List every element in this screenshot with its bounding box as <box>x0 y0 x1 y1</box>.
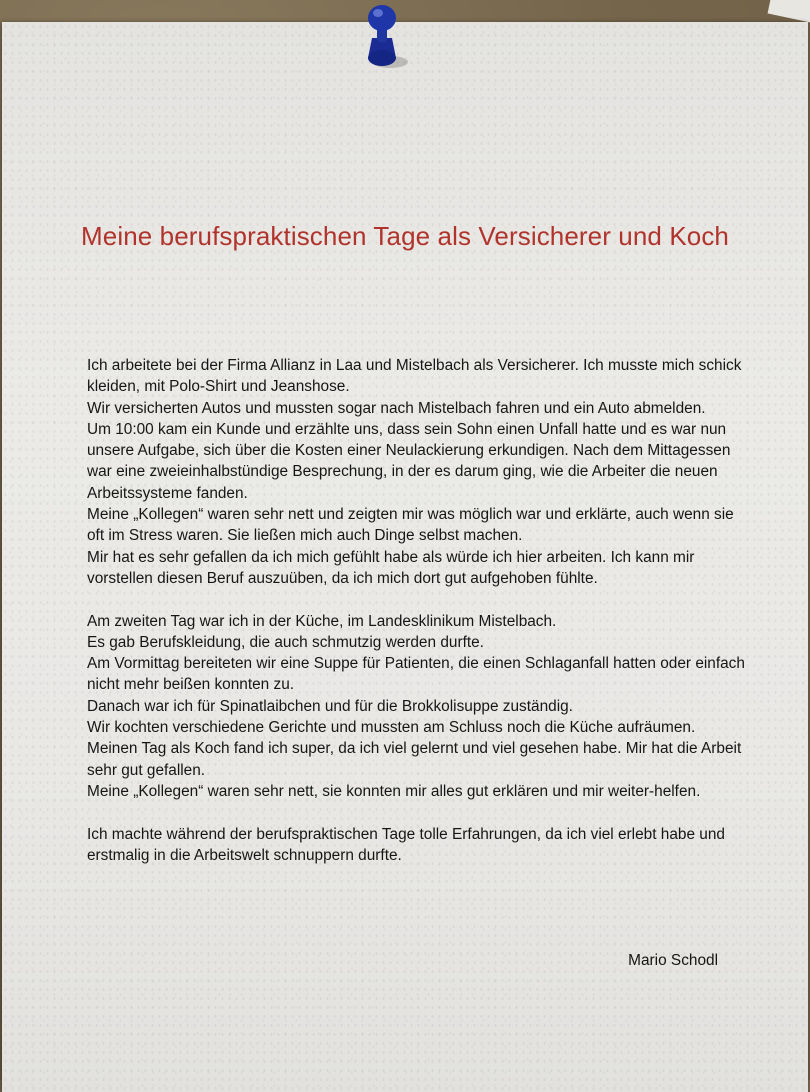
paragraph: Ich arbeitete bei der Firma Allianz in Laa und Mistelbach als Versicherer. Ich musste mich schick kleiden, mit Polo-Shirt und Jeanshose. <box>87 357 742 396</box>
paragraph: Mir hat es sehr gefallen da ich mich gefühlt habe als würde ich hier arbeiten. Ich kann mir vorstellen diesen Beruf auszuüben, da ich mich dort gut aufgehoben fühlte. <box>87 548 695 587</box>
paragraph: Ich machte während der berufspraktischen Tage tolle Erfahrungen, da ich viel erlebt habe und erstmalig in die Arbeitswelt schnuppern durfte. <box>87 825 725 864</box>
paragraph: Wir kochten verschiedene Gerichte und mussten am Schluss noch die Küche aufräumen. <box>87 719 696 737</box>
paragraph: Es gab Berufskleidung, die auch schmutzig werden durfte. <box>87 633 484 651</box>
paragraph-spacer <box>87 802 747 823</box>
paragraph: Am zweiten Tag war ich in der Küche, im Landesklinikum Mistelbach. <box>87 612 557 630</box>
signature: Mario Schodl <box>628 952 718 969</box>
document-body <box>87 355 747 866</box>
paragraph: Meine „Kollegen“ waren sehr nett, sie konnten mir alles gut erklären und mir weiter-helfen. <box>87 782 701 800</box>
paragraph: Meine „Kollegen“ waren sehr nett und zeigten mir was möglich war und erklärte, auch wenn sie oft im Stress waren. Sie ließen mich auch Dinge selbst machen. <box>87 506 734 545</box>
paragraph: Danach war ich für Spinatlaibchen und für die Brokkolisuppe zuständig. <box>87 697 573 715</box>
paragraph: Meinen Tag als Koch fand ich super, da ich viel gelernt und viel gesehen habe. Mir hat die Arbeit sehr gut gefallen. <box>87 740 742 779</box>
document-title: Meine berufspraktischen Tage als Versicherer und Koch <box>81 221 729 251</box>
paragraph-spacer <box>87 589 747 610</box>
push-pin-icon <box>352 0 412 80</box>
paragraph: Am Vormittag bereiteten wir eine Suppe für Patienten, die einen Schlaganfall hatten oder einfach nicht mehr beißen konnten zu. <box>87 655 745 694</box>
paragraph: Um 10:00 kam ein Kunde und erzählte uns, dass sein Sohn einen Unfall hatte und es war nun unsere Aufgabe, sich über die Kosten einer Neulackierung erkundigen. Nach dem Mittagessen war eine zweieinhalbstündige Besprechung, in der es darum ging, wie die Arbeiter die neuen Arbeitssysteme fanden. <box>87 420 731 502</box>
paragraph: Wir versicherten Autos und mussten sogar nach Mistelbach fahren und ein Auto abmelden. <box>87 399 706 417</box>
